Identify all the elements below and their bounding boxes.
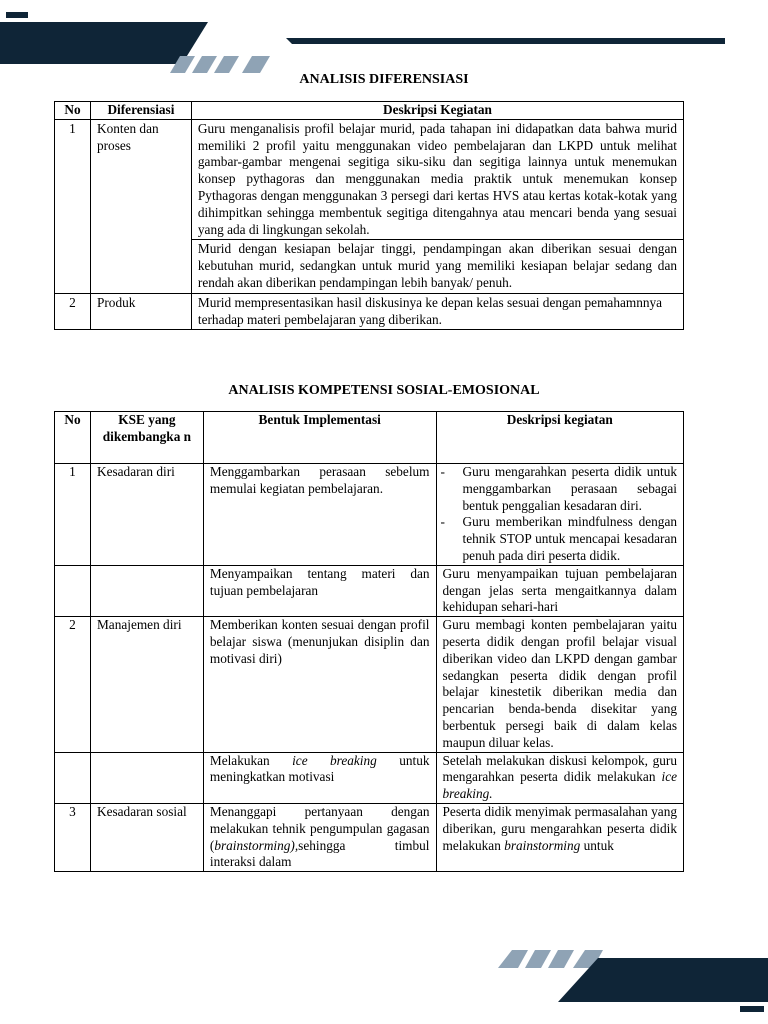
- desc-text: untuk: [580, 837, 614, 853]
- footer-banner: [0, 944, 768, 1024]
- impl-italic: ice breaking: [292, 752, 377, 768]
- table-row: [55, 464, 684, 566]
- row-no-empty: [55, 752, 91, 803]
- row-implementasi: [203, 752, 436, 803]
- diferensiasi-table: [54, 101, 684, 330]
- table-header-row: [55, 102, 684, 120]
- table-header-row: [55, 412, 684, 464]
- bullet-item: [441, 464, 677, 514]
- header-bentuk-implementasi: Bentuk Implementasi: [203, 412, 436, 464]
- header-stripe: [192, 56, 217, 73]
- row-implementasi: Memberikan konten sesuai dengan profil belajar siswa (menunjukan disiplin dan motivasi diri): [203, 617, 436, 752]
- bullet-item: [441, 514, 677, 564]
- header-diferensiasi: Diferensiasi: [90, 102, 191, 120]
- row-deskripsi: [436, 464, 683, 566]
- footer-stripe: [525, 950, 551, 968]
- row-no: 1: [55, 464, 91, 566]
- desc-text: Peserta didik menyimak permasalahan yang diberikan, guru mengarahkan peserta didik melakukan: [442, 803, 677, 853]
- header-no: No: [55, 412, 91, 464]
- row-deskripsi: Guru menganalisis profil belajar murid, pada tahapan ini didapatkan data bahwa murid memiliki 2 profil yaitu menggunakan video pembelajaran dan LKPD untuk melihat gambar-gambar mengenai segitiga siku-siku dan segitiga lainnya untuk menemukan konsep pythagoras dan menggunakan media praktik untuk menemukan konsep Pythagoras dengan menggunakan 3 persegi dari kertas HVS atau kertas kotak-kotak yang dihimpitkan sehingga membentuk segitiga ditengahnya atau mencari benda yang sesuai yang ada di lingkungan sekolah.: [191, 119, 683, 240]
- row-kse: Manajemen diri: [90, 617, 203, 752]
- row-diferensiasi: Produk: [90, 293, 191, 330]
- title-analisis-kse: ANALISIS KOMPETENSI SOSIAL-EMOSIONAL: [228, 383, 540, 398]
- bullet-text: Guru mengarahkan peserta didik untuk menggambarkan perasaan sebagai bentuk penggalian kesadaran diri.: [462, 464, 677, 513]
- footer-stripe: [548, 950, 574, 968]
- bullet-dash: -: [440, 514, 445, 530]
- footer-mini-bar: [740, 1006, 764, 1012]
- header-banner: [0, 0, 768, 80]
- footer-stripe: [498, 950, 528, 968]
- row-implementasi: Menyampaikan tentang materi dan tujuan pembelajaran: [203, 565, 436, 616]
- header-line: [286, 38, 725, 44]
- row-implementasi: [203, 803, 436, 871]
- row-no: 2: [55, 293, 91, 330]
- row-deskripsi: [436, 803, 683, 871]
- table-row: [55, 803, 684, 871]
- title-analisis-diferensiasi: ANALISIS DIFERENSIASI: [299, 72, 469, 87]
- impl-text: Menanggapi pertanyaan dengan melakukan tehnik pengumpulan gagasan (: [209, 803, 430, 853]
- row-no: 1: [55, 119, 91, 293]
- row-no: 3: [55, 803, 91, 871]
- header-no: No: [55, 102, 91, 120]
- row-deskripsi: Guru membagi konten pembelajaran yaitu peserta didik dengan profil belajar visual diberikan video dan LKPD dengan gambar sedangkan peserta didik dengan profil belajar kinestetik diberikan media dan pencarian benda-benda disekitar yang berbentuk persegi baik di dalam kelas maupun diluar kelas.: [436, 617, 683, 752]
- desc-italic: brainstorming: [504, 837, 581, 853]
- table-row: [55, 617, 684, 752]
- desc-text: Setelah melakukan diskusi kelompok, guru mengarahkan peserta didik melakukan: [442, 752, 677, 785]
- header-stripe: [242, 56, 270, 73]
- row-implementasi: Menggambarkan perasaan sebelum memulai kegiatan pembelajaran.: [203, 464, 436, 566]
- table-row: [55, 565, 684, 616]
- row-kse: Kesadaran diri: [90, 464, 203, 566]
- impl-text: untuk meningkatkan motivasi: [209, 752, 430, 785]
- row-deskripsi: Guru menyampaikan tujuan pembelajaran dengan jelas serta mengaitkannya dalam kehidupan sehari-hari: [436, 565, 683, 616]
- impl-text: Melakukan: [209, 752, 293, 768]
- row-deskripsi: [436, 752, 683, 803]
- row-diferensiasi: Konten dan proses: [90, 119, 191, 293]
- row-deskripsi: Murid dengan kesiapan belajar tinggi, pendampingan akan diberikan sesuai dengan kebutuhan murid, sedangkan untuk murid yang memiliki kesiapan belajar sedang dan rendah akan diberikan pendampingan lebih banyak/ penuh.: [191, 240, 683, 293]
- row-no-empty: [55, 565, 91, 616]
- table-row: [55, 293, 684, 330]
- kse-table: [54, 411, 684, 872]
- row-kse: Kesadaran sosial: [90, 803, 203, 871]
- header-stripe: [214, 56, 239, 73]
- bullet-text: Guru memberikan mindfulness dengan tehnik STOP untuk mencapai kesadaran penuh pada diri peserta didik.: [462, 514, 677, 563]
- bullet-dash: -: [440, 464, 445, 479]
- header-navy-shape: [0, 22, 208, 64]
- table-row: [55, 752, 684, 803]
- impl-italic: brainstorming),: [214, 837, 299, 853]
- header-deskripsi: Deskripsi Kegiatan: [191, 102, 683, 120]
- row-deskripsi: Murid mempresentasikan hasil diskusinya ke depan kelas sesuai dengan pemahamnnya terhadap materi pembelajaran yang diberikan.: [191, 293, 683, 330]
- table-row: [55, 119, 684, 240]
- row-no: 2: [55, 617, 91, 752]
- row-kse-empty: [90, 752, 203, 803]
- header-deskripsi-kegiatan: Deskripsi kegiatan: [436, 412, 683, 464]
- header-kse: KSE yang dikembangka n: [90, 412, 203, 464]
- impl-text: sehingga timbul interaksi dalam: [209, 837, 430, 870]
- row-kse-empty: [90, 565, 203, 616]
- desc-italic: ice breaking.: [442, 769, 677, 802]
